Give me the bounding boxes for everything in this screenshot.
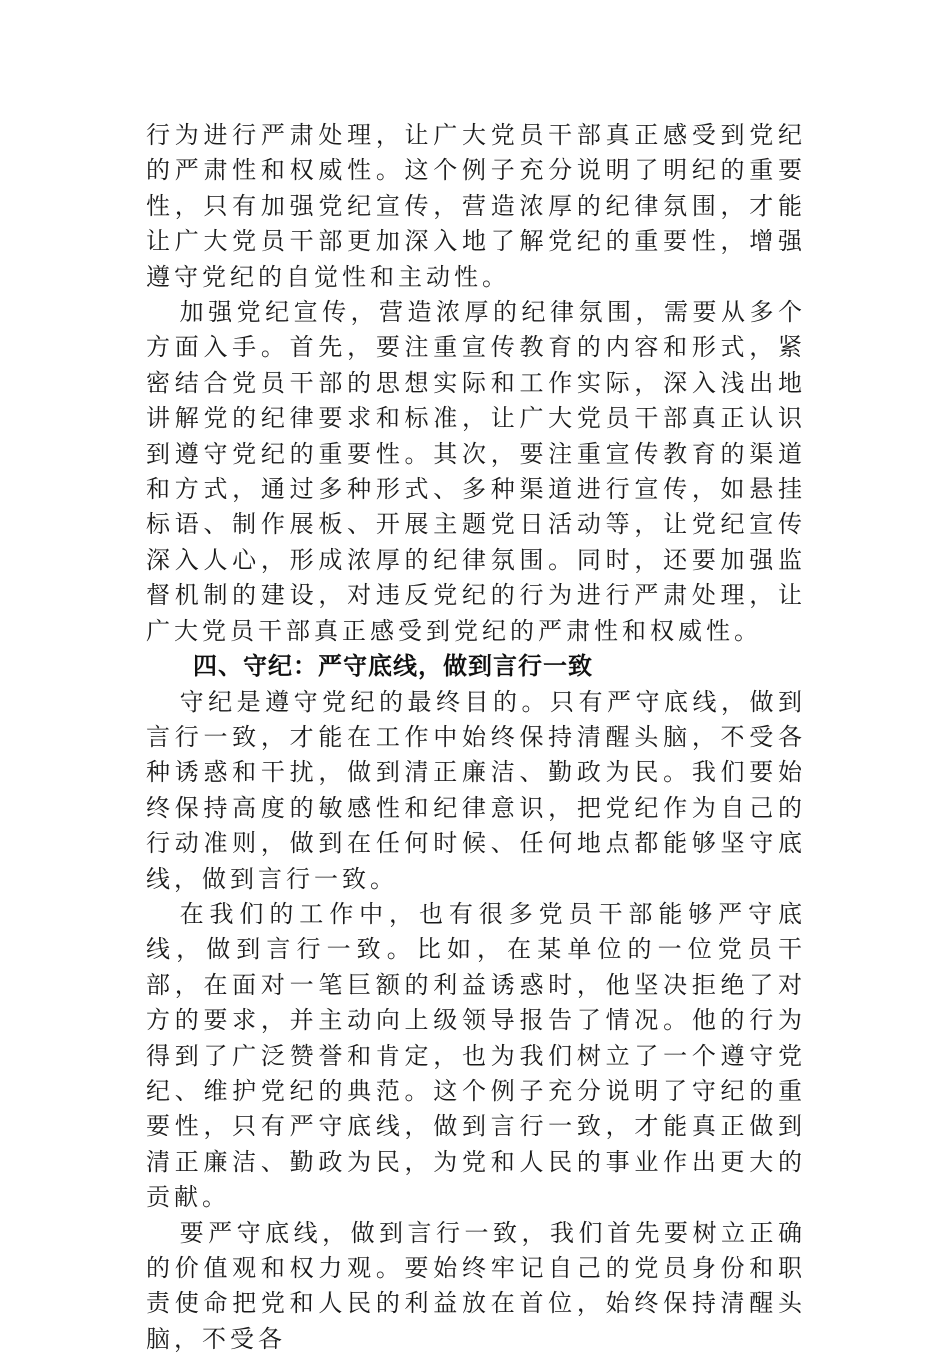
paragraph-continued: 行为进行严肃处理，让广大党员干部真正感受到党纪的严肃性和权威性。这个例子充分说明了明纪的重要性，只有加强党纪宣传，营造浓厚的纪律氛围，才能让广大党员干部更加深入地了解党纪的重要性，增强遵守党纪的自觉性和主动性。 <box>146 121 806 291</box>
paragraph-propaganda: 加强党纪宣传，营造浓厚的纪律氛围，需要从多个方面入手。首先，要注重宣传教育的内容和形式，紧密结合党员干部的思想实际和工作实际，深入浅出地讲解党的纪律要求和标准，让广大党员干部真正认识到遵守党纪的重要性。其次，要注重宣传教育的渠道和方式，通过多种形式、多种渠道进行宣传，如悬挂标语、制作展板、开展主题党日活动等，让党纪宣传深入人心，形成浓厚的纪律氛围。同时，还要加强监督机制的建设，对违反党纪的行为进行严肃处理，让广大党员干部真正感受到党纪的严肃性和权威性。 <box>146 298 806 645</box>
paragraph-discipline-goal: 守纪是遵守党纪的最终目的。只有严守底线，做到言行一致，才能在工作中始终保持清醒头脑，不受各种诱惑和干扰，做到清正廉洁、勤政为民。我们要始终保持高度的敏感性和纪律意识，把党纪作为自己的行动准则，做到在任何时候、任何地点都能够坚守底线，做到言行一致。 <box>146 687 806 893</box>
document-body <box>146 118 806 1357</box>
section-heading: 四、守纪：严守底线，做到言行一致 <box>193 652 593 681</box>
paragraph-example: 在我们的工作中，也有很多党员干部能够严守底线，做到言行一致。比如，在某单位的一位党员干部，在面对一笔巨额的利益诱惑时，他坚决拒绝了对方的要求，并主动向上级领导报告了情况。他的行为得到了广泛赞誉和肯定，也为我们树立了一个遵守党纪、维护党纪的典范。这个例子充分说明了守纪的重要性，只有严守底线，做到言行一致，才能真正做到清正廉洁、勤政为民，为党和人民的事业作出更大的贡献。 <box>146 899 806 1212</box>
paragraph-values: 要严守底线，做到言行一致，我们首先要树立正确的价值观和权力观。要始终牢记自己的党员身份和职责使命把党和人民的利益放在首位，始终保持清醒头脑，不受各 <box>146 1218 806 1353</box>
